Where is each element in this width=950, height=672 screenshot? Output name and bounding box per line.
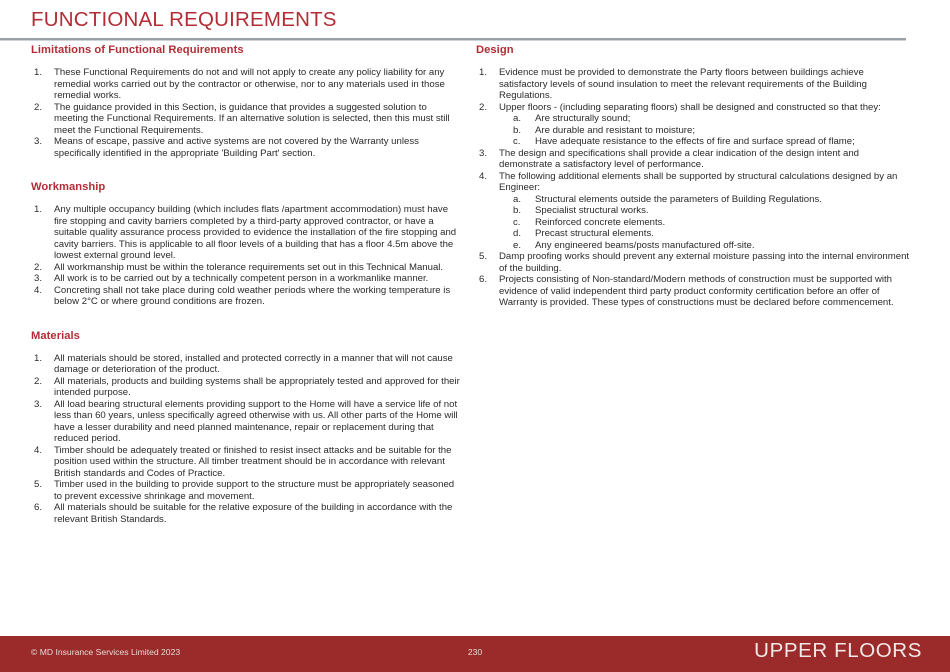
list-marker: 2. <box>34 261 43 273</box>
list-item-text: All materials should be stored, installed and protected correctly in a manner that will not cause damage or deterioration of the product. <box>54 352 453 375</box>
requirement-list <box>31 204 463 308</box>
list-marker: 1. <box>34 352 43 364</box>
left-column <box>31 44 463 525</box>
list-item-text: Concreting shall not take place during cold weather periods where the working temperature is below 2°C or where ground conditions are frozen. <box>54 284 451 307</box>
page-title: FUNCTIONAL REQUIREMENTS <box>31 8 337 31</box>
section-heading: Design <box>476 44 514 56</box>
right-column <box>476 44 912 309</box>
list-item <box>31 376 463 399</box>
sub-list-item-text: Have adequate resistance to the effects of fire and surface spread of flame; <box>535 136 855 147</box>
list-marker: 4. <box>34 284 43 296</box>
list-marker: 5. <box>479 251 488 262</box>
sub-list-item-text: Specialist structural works. <box>535 205 649 216</box>
sub-list <box>499 194 912 252</box>
list-item-text: The design and specifications shall provide a clear indication of the design intent and demonstrate a satisfactory level of performance. <box>499 147 859 170</box>
sub-list-item <box>499 205 912 217</box>
sub-list-marker: a. <box>513 113 522 124</box>
section-design <box>476 44 912 309</box>
list-item-text: All materials, products and building systems shall be appropriately tested and approved for their intended purpose. <box>54 375 460 398</box>
list-item-text: Means of escape, passive and active systems are not covered by the Warranty unless specifically identified in the appropriate 'Building Part' section. <box>54 136 419 159</box>
section-limitations-of-functional-requirements <box>31 44 463 159</box>
sub-list-item-text: Any engineered beams/posts manufactured off-site. <box>535 239 755 251</box>
list-item <box>31 136 463 159</box>
list-item-text: All load bearing structural elements providing support to the Home will have a service life of not less than 60 years, unless specifically agreed otherwise with us. All other parts of the Home will have a lesser durability and need planned maintenance, repair or replacement during that reduced period. <box>54 398 458 444</box>
list-item-text: Any multiple occupancy building (which includes flats /apartment accommodation) must have fire stopping and cavity barriers completed by a third-party approved contractor, or have a suitable quality assurance process provided to evidence the installation of the fire stopping and cavity barriers. This is applicable to all floor levels of a building that has a floor 4.5m above the lowest external ground level. <box>54 204 457 261</box>
list-marker: 2. <box>34 375 43 387</box>
list-item <box>31 67 463 102</box>
list-item-text: Upper floors - (including separating floors) shall be designed and constructed so that they: <box>499 101 881 113</box>
list-item <box>476 251 912 274</box>
list-item <box>31 479 463 502</box>
footer-page-number: 230 <box>467 647 483 657</box>
list-marker: 3. <box>34 136 43 147</box>
header-divider <box>0 38 906 41</box>
list-item <box>31 204 463 262</box>
list-item <box>31 273 463 285</box>
sub-list-item <box>499 240 912 252</box>
section-heading: Workmanship <box>31 181 106 193</box>
list-marker: 4. <box>34 444 43 456</box>
list-item <box>476 171 912 252</box>
list-item-text: Evidence must be provided to demonstrate the Party floors between buildings achieve satisfactory levels of sound insulation to meet the relevant requirements of the Building Regulations. <box>499 67 867 101</box>
section-materials <box>31 330 463 526</box>
list-marker: 2. <box>34 101 43 113</box>
list-marker: 5. <box>34 479 43 490</box>
list-marker: 6. <box>34 502 43 513</box>
list-item <box>31 102 463 137</box>
list-item-text: Timber should be adequately treated or finished to resist insect attacks and be suitable for the position used within the structure. All timber treatment should be in accordance with relevant British standards and Codes of Practice. <box>54 444 452 479</box>
list-item <box>31 285 463 308</box>
footer-section-label: UPPER FLOORS <box>754 639 922 662</box>
sub-list-item <box>499 217 912 229</box>
requirement-list <box>31 353 463 526</box>
list-item <box>31 353 463 376</box>
sub-list-item-text: Are durable and resistant to moisture; <box>535 124 695 136</box>
sub-list-marker: b. <box>513 124 522 136</box>
sub-list-item <box>499 194 912 206</box>
page-header <box>0 8 950 42</box>
list-marker: 3. <box>34 398 43 410</box>
section-heading: Materials <box>31 329 80 342</box>
list-item-text: These Functional Requirements do not and will not apply to create any policy liability for any remedial works carried out by the contractor or otherwise, nor to any materials used in those remedial works. <box>54 67 445 101</box>
sub-list-item-text: Structural elements outside the parameters of Building Regulations. <box>535 193 822 205</box>
list-marker: 6. <box>479 274 488 285</box>
list-item-text: All work is to be carried out by a technically competent person in a workmanlike manner. <box>54 273 429 284</box>
list-item <box>31 445 463 480</box>
list-item-text: The following additional elements shall be supported by structural calculations designed by an Engineer: <box>499 170 898 193</box>
list-item-text: The guidance provided in this Section, is guidance that provides a suggested solution to meeting the Functional Requirements. If an alternative solution is selected, then this must still meet the Functional Requirements. <box>54 101 450 136</box>
requirement-list <box>476 67 912 309</box>
list-marker: 2. <box>479 101 488 113</box>
list-item-text: Damp proofing works should prevent any external moisture passing into the internal environment of the building. <box>499 251 910 274</box>
list-item <box>476 274 912 309</box>
list-item <box>476 67 912 102</box>
sub-list <box>499 113 912 148</box>
list-marker: 1. <box>479 67 488 78</box>
list-item-text: All workmanship must be within the tolerance requirements set out in this Technical Manual. <box>54 261 444 273</box>
list-item-text: Projects consisting of Non-standard/Modern methods of construction must be supported with evidence of valid independent third party product conformity certification before an offer of Warranty is provided. These types of constructions must be declared before commencement. <box>499 274 894 308</box>
sub-list-marker: e. <box>513 239 522 251</box>
sub-list-item-text: Reinforced concrete elements. <box>535 216 666 228</box>
list-item <box>476 148 912 171</box>
requirement-list <box>31 67 463 159</box>
list-marker: 1. <box>34 204 43 215</box>
list-marker: 3. <box>34 273 43 284</box>
list-marker: 3. <box>479 147 488 159</box>
sub-list-item <box>499 113 912 125</box>
list-item-text: Timber used in the building to provide support to the structure must be appropriately seasoned to prevent excessive shrinkage and movement. <box>54 479 455 502</box>
list-marker: 1. <box>34 67 43 78</box>
sub-list-marker: b. <box>513 205 522 216</box>
sub-list-item-text: Are structurally sound; <box>535 113 631 124</box>
sub-list-marker: d. <box>513 228 522 239</box>
list-item-text: All materials should be suitable for the relative exposure of the building in accordance with the relevant British Standards. <box>54 502 453 525</box>
list-item <box>31 399 463 445</box>
section-heading: Limitations of Functional Requirements <box>31 44 244 56</box>
sub-list-item <box>499 136 912 148</box>
sub-list-marker: c. <box>513 136 521 147</box>
list-marker: 4. <box>479 170 488 182</box>
list-item <box>31 262 463 274</box>
page-footer <box>0 636 950 672</box>
sub-list-marker: a. <box>513 193 522 205</box>
list-item <box>476 102 912 148</box>
sub-list-item <box>499 125 912 137</box>
footer-copyright: © MD Insurance Services Limited 2023 <box>31 647 181 657</box>
sub-list-item <box>499 228 912 240</box>
sub-list-item-text: Precast structural elements. <box>535 228 654 239</box>
list-item <box>31 502 463 525</box>
section-workmanship <box>31 181 463 308</box>
sub-list-marker: c. <box>513 216 521 228</box>
